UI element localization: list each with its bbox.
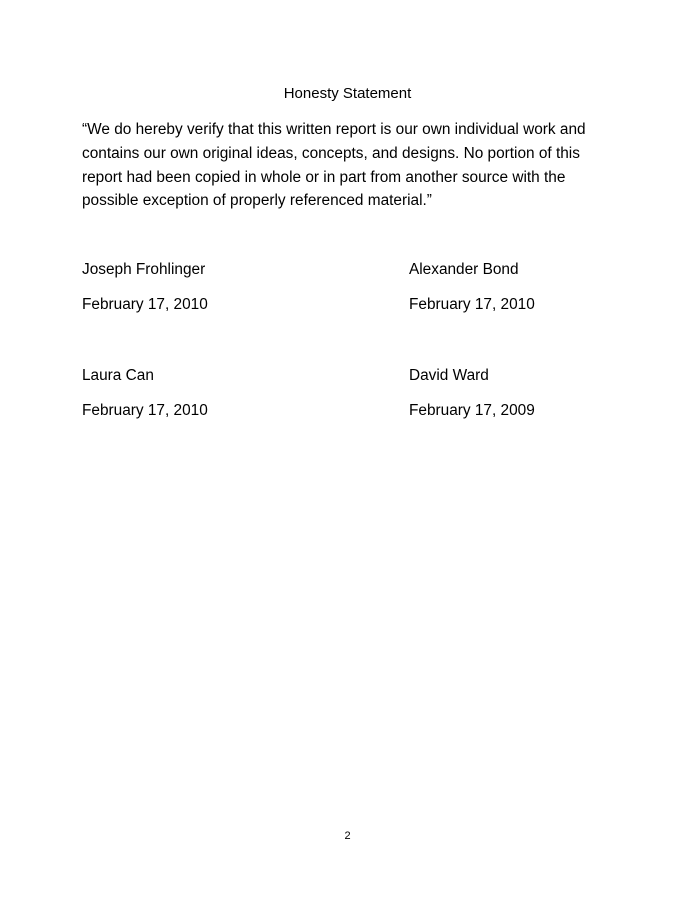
signatory-date: February 17, 2010	[409, 296, 535, 313]
signatory-name: David Ward	[409, 367, 489, 384]
page-number: 2	[344, 830, 351, 842]
signatory-date: February 17, 2010	[82, 296, 208, 313]
signatory-date: February 17, 2009	[409, 402, 535, 419]
page-title: Honesty Statement	[283, 85, 412, 102]
signatory-name: Alexander Bond	[409, 261, 519, 278]
signatory-date: February 17, 2010	[82, 402, 208, 419]
honesty-statement-text: “We do hereby verify that this written report is our own individual work and contains our own original ideas, concepts, and designs. No portion of this report had been copied in whole or in part from another source with the possible exception of properly referenced material.”	[82, 121, 586, 210]
signatory-name: Joseph Frohlinger	[82, 261, 206, 278]
signatory-name: Laura Can	[82, 367, 154, 384]
